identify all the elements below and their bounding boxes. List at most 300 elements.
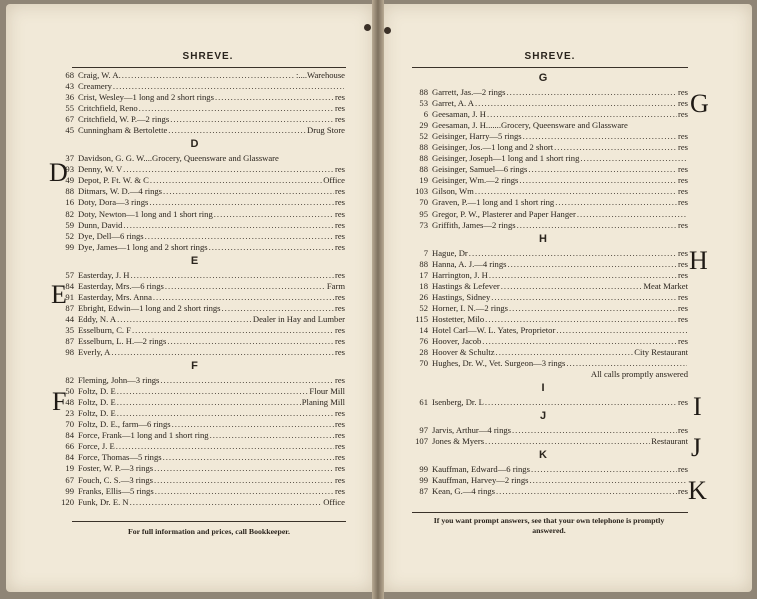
subscriber-name: Hague, Dr [432,247,468,258]
leader-dots [523,131,677,142]
entry-note: res [677,219,688,230]
section-letter: J [539,410,547,423]
phone-number: 88 [65,186,74,197]
subscriber-name: Dye, Dell—6 rings [78,230,144,241]
subscriber-name: Geisinger, Wm.—2 rings [432,175,519,186]
subscriber-name: Kauffman, Harvey—2 rings [432,475,529,486]
leader-dots [117,386,309,397]
subscriber-name: Hotel Carl—W. L. Yates, Proprietor [432,324,556,335]
phone-number: 76 [419,335,428,346]
entry-note: res [334,485,345,496]
leader-dots [475,98,677,109]
subscriber-name: Hastings & Lefever [432,280,500,291]
entry-note: City Restaurant [634,347,688,358]
leader-dots [168,125,306,136]
section-letter: D [190,138,199,151]
leader-dots [215,92,334,103]
entry-note: res [334,219,345,230]
subscriber-name: Foster, W. P.—3 rings [78,463,154,474]
entry-note: res [334,164,345,175]
directory-entry [398,325,688,336]
phone-number: 99 [419,475,428,486]
phone-number: 44 [65,313,74,324]
phone-number: 49 [65,175,74,186]
leader-dots [469,248,677,259]
entry-note: Office [323,496,345,507]
phone-number: 88 [419,153,428,164]
entry-note: Dealer in Hay and Lumber [252,313,345,324]
subscriber-name: Depot, P. Ft. W. & C [78,175,149,186]
leader-dots [491,292,677,303]
directory-entry [44,486,345,497]
margin-letter-f: F [52,387,67,416]
leader-dots [507,87,677,98]
entry-note: res [677,486,688,497]
entry-note: res [677,247,688,258]
phone-number: 16 [65,197,74,208]
leader-dots [160,375,334,386]
phone-number: 68 [65,70,74,80]
right-footer-note [404,516,694,536]
leader-dots [496,347,634,358]
leader-dots [507,259,676,270]
entry-note: res [334,335,345,346]
entry-note: res [334,92,345,103]
entry-note: res [334,452,345,463]
leader-dots [170,114,334,125]
leader-dots [122,70,295,81]
subscriber-name: Hastings, Sidney [432,291,491,302]
leader-dots [519,175,677,186]
entry-note: res [334,291,345,302]
phone-number: 45 [65,125,74,136]
subscriber-name: Force, Frank—1 long and 1 short ring [78,430,209,441]
section-letter: F [191,360,198,373]
phone-number: 84 [65,430,74,441]
phone-number: 88 [419,258,428,269]
phone-number: 14 [419,324,428,335]
subscriber-name: Cunningham & Bertolette [78,125,168,136]
directory-entry [44,281,345,292]
subscriber-name: Funk, Dr. E. N [78,496,129,507]
leader-dots [163,186,334,197]
directory-entry [398,259,688,270]
right-listing [398,70,688,497]
subscriber-name: Geisinger, Samuel—6 rings [432,164,528,175]
leader-dots [555,197,677,208]
section-letter: G [538,72,548,84]
leader-dots [489,270,677,281]
phone-number: 37 [65,153,74,164]
subscriber-name: Easterday, Mrs. Anna [78,291,152,302]
directory-entry [44,81,345,92]
subscriber-name: Geesaman, J. H.......Grocery, Queensware and Glassware [432,120,628,131]
left-page-header: SHREVE. [182,51,234,62]
leader-dots [556,325,687,336]
subscriber-name: Garret, A. A [432,98,475,109]
directory-entry [44,303,345,314]
margin-letter-k: K [688,476,707,505]
phone-number: 70 [419,358,428,369]
leader-dots [531,464,677,475]
subscriber-name: Hanna, A. J.—4 rings [432,258,507,269]
leader-dots [165,281,326,292]
subscriber-name: Isenberg, Dr. L [432,397,484,408]
phone-number: 99 [419,464,428,475]
entry-note: res [334,208,345,219]
section-letter: I [541,382,545,395]
entry-note: Office [323,175,345,186]
phone-number: 28 [419,347,428,358]
directory-entry [44,430,345,441]
subscriber-name: Everly, A [78,347,111,358]
directory-entry [44,419,345,430]
leader-dots [509,303,677,314]
phone-number: 17 [419,269,428,280]
phone-number: 19 [419,175,428,186]
subscriber-name: Hughes, Dr. W., Vet. Surgeon—3 rings [432,358,566,369]
entry-note: res [677,175,688,186]
directory-entry [44,92,345,103]
left-footer-note: For full information and prices, call Bookkeeper. [127,527,290,536]
directory-entry [398,197,688,208]
entry-note: res [677,397,688,408]
leader-dots [482,336,677,347]
subscriber-name: Franks, Ellis—5 rings [78,485,154,496]
leader-dots [475,186,677,197]
subscriber-name: Easterday, J. H [78,269,130,280]
entry-note: res [677,87,688,97]
leader-dots [172,419,334,430]
entry-note: res [677,186,688,197]
book-gutter [372,0,384,599]
leader-dots [154,463,334,474]
subscriber-name: Kean, G.—4 rings [432,486,496,497]
entry-note: res [677,335,688,346]
subscriber-name: Graven, P.—1 long and 1 short ring [432,197,555,208]
subscriber-name: Doty, Newton—1 long and 1 short ring [78,208,213,219]
leader-dots [501,281,643,292]
phone-number: 70 [65,419,74,430]
directory-entry [44,452,345,463]
leader-dots [123,164,334,175]
subscriber-name: Hoover, Jacob [432,335,482,346]
phone-number: 115 [415,313,428,324]
directory-entry [44,209,345,220]
subscriber-name: Horner, I. N.—2 rings [432,302,509,313]
leader-dots [496,486,677,497]
phone-number: 43 [65,81,74,92]
subscriber-name: Esselburn, C. F [78,324,131,335]
directory-entry [44,70,345,81]
subscriber-name: Gilson, Wm [432,186,474,197]
subscriber-name: Griffith, James—2 rings [432,219,516,230]
directory-entry [398,270,688,281]
phone-number: 99 [65,241,74,252]
directory-entry [398,425,688,436]
phone-number: 26 [419,291,428,302]
directory-entry [398,292,688,303]
directory-entry [398,131,688,142]
phone-number: 82 [65,375,74,386]
directory-entry [44,186,345,197]
right-page-header: SHREVE. [524,51,576,62]
directory-entry [44,441,345,452]
margin-letter-i: I [693,392,702,421]
directory-entry [44,375,345,386]
leader-dots [130,497,323,508]
subscriber-name: Eddy, N. A [78,313,117,324]
directory-entry [398,248,688,259]
directory-entry [44,164,345,175]
phone-number: 97 [419,425,428,436]
directory-entry [398,397,688,408]
directory-entry [398,109,688,120]
directory-entry [398,475,688,486]
subscriber-name: Jones & Myers [432,436,485,447]
directory-entry [44,114,345,125]
leader-dots [485,397,677,408]
subscriber-name: Creamery [78,81,112,92]
entry-note: res [677,109,688,120]
entry-note: res [334,408,345,419]
entry-note: res [334,197,345,208]
entry-note: Drug Store [307,125,345,136]
phone-number: 107 [415,436,428,447]
directory-entry [44,475,345,486]
subscriber-name: Denny, W. V [78,164,123,175]
directory-entry [398,186,688,197]
leader-dots [528,164,677,175]
entry-note: res [334,430,345,441]
entry-note: res [334,230,345,241]
subscriber-name: Esselburn, L. H.—2 rings [78,335,167,346]
directory-entry [398,314,688,325]
right-header-rule [412,67,688,68]
subscriber-name: Davidson, G. G. W....Grocery, Queensware and Glassware [78,153,279,164]
leader-dots [210,430,334,441]
directory-entry [398,175,688,186]
directory-entry [44,242,345,253]
leader-dots [517,220,677,231]
leader-dots [145,231,334,242]
subscriber-name: Critchfield, Reno [78,103,138,114]
entry-note: res [334,441,345,452]
phone-number: 73 [419,219,428,230]
entry-note: res [677,291,688,302]
entry-note: res [334,241,345,252]
subscriber-name: Easterday, Mrs.—6 rings [78,280,164,291]
margin-letter-j: J [691,433,702,462]
entry-note: res [334,347,345,358]
phone-number: 120 [61,496,74,507]
subscriber-name: Fouch, C. S.—3 rings [78,474,153,485]
leader-dots [132,325,334,336]
right-footer-line2: answered. [532,526,566,535]
subscriber-name: Doty, Dora—3 rings [78,197,149,208]
leader-dots [209,242,334,253]
entry-note: Farm [326,280,345,291]
subscriber-name: Ditmars, W. D.—4 rings [78,186,163,197]
subscriber-name: Critchfield, W. P.—2 rings [78,114,170,125]
subscriber-name: Force, J. E [78,441,115,452]
phone-number: 66 [65,441,74,452]
phone-number: 53 [419,98,428,109]
entry-note: Meat Market [643,280,688,291]
subscriber-name: Hostetter, Milo [432,313,485,324]
subscriber-name: Geesaman, J. H [432,109,486,120]
subscriber-name: Garrett, Jas.—2 rings [432,87,506,97]
phone-number: 36 [65,92,74,103]
phone-number: 48 [65,397,74,408]
phone-number: 7 [423,247,428,258]
entry-note: res [677,425,688,436]
margin-letter-h: H [689,246,708,275]
left-footer-rule [72,521,346,522]
leader-dots [123,220,334,231]
directory-entry [44,347,345,358]
phone-number: 87 [419,486,428,497]
directory-entry [44,231,345,242]
phone-number: 87 [65,302,74,313]
phone-number: 88 [419,142,428,153]
entry-note: res [677,269,688,280]
section-letter: H [539,232,547,245]
subscriber-name: Geisinger, Joseph—1 long and 1 short ring [432,153,580,164]
leader-dots [117,314,252,325]
directory-entry [398,436,688,447]
directory-entry [398,209,688,220]
leader-dots [117,408,334,419]
phone-number: 82 [65,208,74,219]
margin-letter-g: G [690,89,709,118]
entry-note: res [677,464,688,475]
phone-number: 57 [65,269,74,280]
directory-entry [398,220,688,231]
directory-entry [398,87,688,98]
subscriber-name: Dunn, David [78,219,123,230]
directory-entry [398,347,688,358]
entry-note: res [677,164,688,175]
phone-number: 35 [65,324,74,335]
leader-dots [113,81,344,92]
leader-dots [167,336,334,347]
subscriber-name: Gregor, P. W., Plasterer and Paper Hanger [432,208,576,219]
section-letter: K [539,449,547,462]
directory-entry [44,292,345,303]
entry-note: res [334,114,345,125]
phone-number: 52 [419,302,428,313]
directory-entry [44,325,345,336]
directory-entry [44,397,345,408]
directory-entry [44,386,345,397]
entry-note: res [334,375,345,386]
subscriber-name: Kauffman, Edward—6 rings [432,464,530,475]
subscriber-name: Dye, James—1 long and 2 short rings [78,241,208,252]
leader-dots [577,209,687,220]
directory-entry [44,408,345,419]
leader-dots [149,197,334,208]
entry-note: res [677,142,688,153]
leader-dots [130,270,334,281]
leader-dots [154,475,334,486]
leader-dots [566,358,687,369]
leader-dots [153,292,334,303]
phone-number: 61 [419,397,428,408]
entry-note: Flour Mill [309,386,345,397]
subscriber-name: Crist, Wesley—1 long and 2 short rings [78,92,214,103]
leader-dots [512,425,677,436]
leader-dots [485,314,677,325]
directory-entry [398,486,688,497]
directory-entry [44,220,345,231]
subscriber-name: Foltz, D. E [78,386,116,397]
directory-entry [44,153,345,164]
margin-letter-e: E [51,280,67,309]
entry-note: Planing Mill [301,397,345,408]
entry-note: res [334,463,345,474]
section-letter: E [190,254,199,267]
leader-dots [163,452,334,463]
leader-dots [485,436,650,447]
directory-entry [44,270,345,281]
entry-note: res [334,324,345,335]
entry-note: res [334,474,345,485]
margin-letter-d: D [49,158,68,187]
subscriber-name: Craig, W. A. [78,70,121,80]
phone-number: 91 [65,291,74,302]
leader-dots [580,153,687,164]
phone-number: 99 [65,485,74,496]
leader-dots [117,397,301,408]
subscriber-name: Foltz, D. E [78,397,116,408]
directory-entry [44,103,345,114]
phone-number: 52 [419,131,428,142]
entry-note: Restaurant [651,436,688,447]
directory-entry [398,464,688,475]
phone-number: 98 [65,347,74,358]
leader-dots [111,347,334,358]
entry-note: res [334,269,345,280]
entry-note: res [677,131,688,142]
directory-entry [398,303,688,314]
phone-number: 29 [419,120,428,131]
right-footer-rule [412,512,688,513]
directory-entry [398,336,688,347]
phone-number: 87 [65,335,74,346]
directory-entry [44,463,345,474]
subscriber-name: Jarvis, Arthur—4 rings [432,425,512,436]
directory-entry [44,497,345,508]
phone-number: 18 [419,280,428,291]
leader-dots [116,441,334,452]
phone-number: 55 [65,103,74,114]
leader-dots [487,109,677,120]
subscriber-name: Ebright, Edwin—1 long and 2 short rings [78,302,221,313]
directory-entry [44,175,345,186]
directory-entry [44,336,345,347]
entry-note: res [677,197,688,208]
leader-dots [214,209,334,220]
phone-number: 93 [65,164,74,175]
entry-note: res [334,419,345,430]
phone-number: 23 [65,408,74,419]
leader-dots [150,175,322,186]
binding-stitch-icon [364,24,371,31]
leader-dots [530,475,688,486]
entry-note: res [677,313,688,324]
entry-note: res [334,103,345,114]
